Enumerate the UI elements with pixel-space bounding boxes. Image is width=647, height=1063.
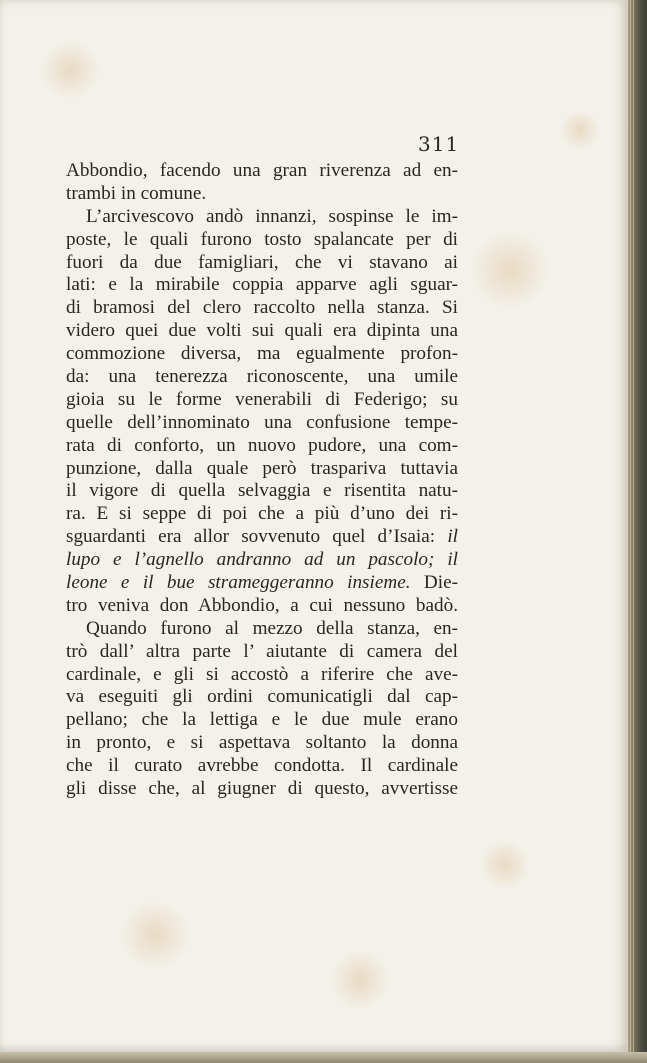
- foxing-stain: [330, 950, 390, 1010]
- page-bottom-edge: [0, 1052, 647, 1063]
- foxing-stain: [120, 900, 190, 970]
- text-line: [66, 526, 458, 549]
- foxing-stain: [480, 840, 530, 890]
- text-line: cardinale, e gli si accostò a riferire che ave-: [66, 663, 458, 685]
- text-line: il vigore di quella selvaggia e risentita natu-: [66, 480, 458, 502]
- text-line: punzione, dalla quale però traspariva tuttavia: [66, 457, 458, 479]
- text-line: pellano; che la lettiga e le due mule erano: [66, 709, 458, 731]
- page-edges: [627, 0, 635, 1063]
- text-line: fuori da due famigliari, che vi stavano ai: [66, 251, 458, 273]
- text-line: gioia su le forme venerabili di Federigo; su: [66, 388, 458, 410]
- text-line: Quando furono al mezzo della stanza, en-: [86, 617, 458, 639]
- text-line: lati: e la mirabile coppia apparve agli sguar-: [66, 274, 458, 296]
- text-line: Abbondio, facendo una gran riverenza ad en-: [66, 160, 458, 181]
- text-line: ra. E si seppe di poi che a più d’uno dei ri-: [66, 503, 458, 525]
- text-line: trò dall’ altra parte l’ aiutante di camera del: [66, 640, 458, 662]
- text-line: quelle dell’innominato una confusione tempe-: [66, 411, 458, 433]
- text-line: [66, 572, 458, 595]
- body-text: [66, 160, 458, 801]
- text-line: in pronto, e si aspettava soltanto la donna: [66, 732, 458, 754]
- text-line: rata di conforto, un nuovo pudore, una com-: [66, 434, 458, 456]
- text-line-italic: il: [447, 526, 458, 548]
- text-line: commozione diversa, ma egualmente profon-: [66, 343, 458, 365]
- text-line: va eseguiti gli ordini comunicatigli dal cap-: [66, 686, 458, 708]
- page-number: 311: [418, 132, 460, 156]
- text-line-italic: leone e il bue strameggeranno insieme.: [66, 572, 411, 594]
- text-line: L’arcivescovo andò innanzi, sospinse le im-: [86, 205, 458, 227]
- foxing-stain: [470, 230, 550, 310]
- foxing-stain: [560, 110, 600, 150]
- text-line-roman: sguardanti era allor sovvenuto quel d’Isaia:: [66, 526, 448, 548]
- text-line-italic: lupo e l’agnello andranno ad un pascolo; il: [66, 549, 458, 571]
- foxing-stain: [40, 40, 100, 100]
- text-line: di bramosi del clero raccolto nella stanza. Si: [66, 297, 458, 319]
- text-line: gli disse che, al giugner di questo, avvertisse: [66, 778, 458, 800]
- text-line: poste, le quali furono tosto spalancate per di: [66, 228, 458, 250]
- text-line-roman: Die-: [410, 572, 459, 594]
- text-line: che il curato avrebbe condotta. Il cardinale: [66, 755, 458, 777]
- text-line: tro veniva don Abbondio, a cui nessuno badò.: [66, 594, 458, 616]
- text-line: da: una tenerezza riconoscente, una umile: [66, 366, 458, 388]
- text-line: videro quei due volti sui quali era dipinta una: [66, 320, 458, 342]
- text-line: trambi in comune.: [66, 182, 207, 204]
